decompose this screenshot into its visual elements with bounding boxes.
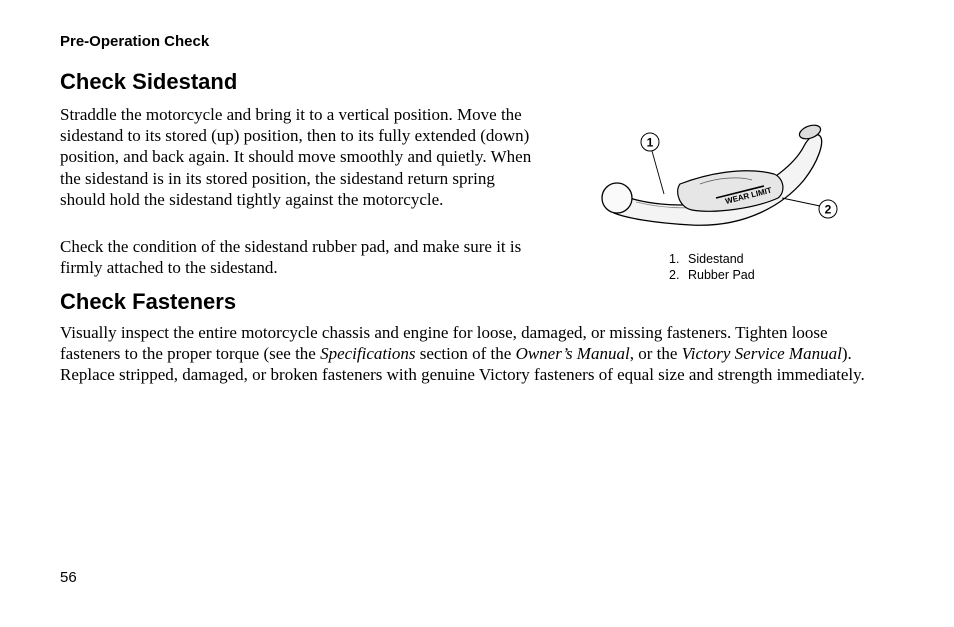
fasteners-ref-owners-manual: Owner’s Manual: [515, 344, 630, 364]
figure-caption: [669, 251, 755, 283]
pad-wear-limit-label: WEAR LIMIT: [724, 185, 773, 206]
sidestand-drawing: [596, 118, 846, 228]
fasteners-text-4: ). Replace stripped, damaged, or broken fasteners with genuine Victory fasteners of equal size and strength immediately.: [60, 344, 865, 385]
caption-item: [669, 251, 755, 267]
fasteners-text-2: section of the: [415, 344, 516, 364]
leader-line-1: [652, 151, 664, 194]
fasteners-ref-specifications: Specifications: [320, 344, 416, 364]
callout-2-number: 2: [824, 202, 832, 217]
sidestand-paragraph-1: Straddle the motorcycle and bring it to a vertical position. Move the sidestand to its stored (up) position, then to its fully extended (down) position, and back again. It should move smoothly and quietly. When the sidestand is in its stored position, the sidestand return spring should hold the sidestand tightly against the motorcycle.: [60, 105, 532, 209]
pivot-ball: [602, 183, 632, 213]
caption-item-number: 2.: [669, 268, 680, 282]
heading-check-fasteners: Check Fasteners: [60, 289, 237, 314]
caption-item-label: Rubber Pad: [688, 268, 755, 282]
fasteners-paragraph: [60, 322, 870, 386]
running-head: Pre-Operation Check: [60, 33, 210, 50]
fasteners-text-3: , or the: [629, 344, 682, 364]
sidestand-illustration: [596, 118, 846, 228]
sidestand-paragraph-2: Check the condition of the sidestand rubber pad, and make sure it is firmly attached to the sidestand.: [60, 237, 522, 278]
page-number: 56: [60, 569, 77, 586]
callout-1-number: 1: [646, 135, 654, 150]
caption-item-number: 1.: [669, 252, 680, 266]
fasteners-ref-service-manual: Victory Service Manual: [681, 344, 842, 364]
leader-line-2: [782, 198, 820, 206]
fasteners-text-1: Visually inspect the entire motorcycle chassis and engine for loose, damaged, or missing fasteners. Tighten loose fasteners to the proper torque (see the: [60, 323, 828, 364]
caption-item: [669, 267, 755, 283]
heading-check-sidestand: Check Sidestand: [60, 69, 238, 94]
caption-item-label: Sidestand: [688, 252, 744, 266]
